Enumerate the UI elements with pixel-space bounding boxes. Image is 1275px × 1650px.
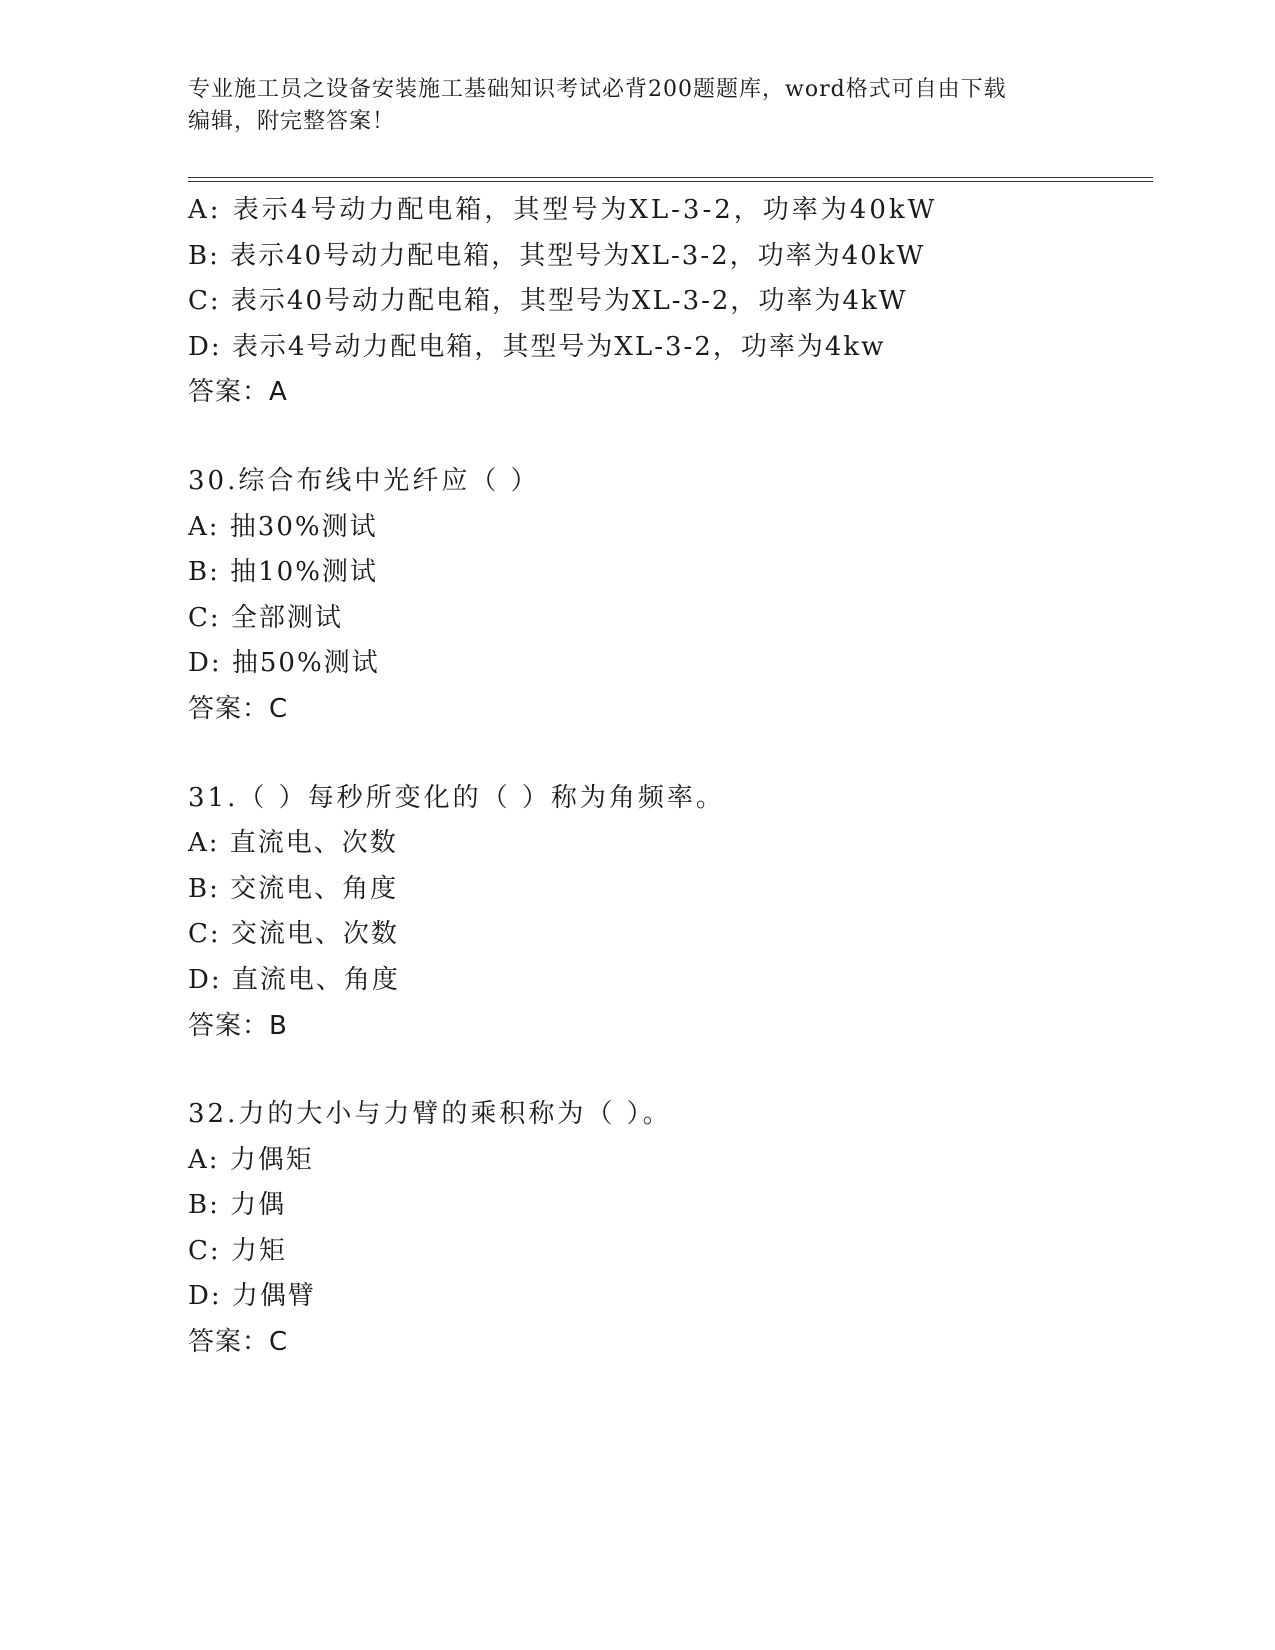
option-d: D: 力偶臂 <box>188 1281 316 1312</box>
header-rule-top <box>188 177 1153 178</box>
option-c: C: 表示40号动力配电箱，其型号为XL-3-2，功率为4kW <box>188 286 908 317</box>
option-d: D: 抽50%测试 <box>188 648 380 679</box>
option-c: C: 力矩 <box>188 1235 287 1266</box>
option-a: A: 直流电、次数 <box>188 828 398 859</box>
question-30 <box>188 459 1153 733</box>
question-stem: 32.力的大小与力臂的乘积称为（ ）。 <box>188 1099 672 1130</box>
option-b: B: 交流电、角度 <box>188 873 399 904</box>
question-32 <box>188 1092 1153 1366</box>
option-d: D: 直流电、角度 <box>188 964 400 995</box>
option-a: A: 表示4号动力配电箱，其型号为XL-3-2，功率为40kW <box>188 195 938 225</box>
answer-line: 答案：A <box>188 377 288 408</box>
question-29-continued <box>188 188 1153 416</box>
document-header <box>188 74 1088 138</box>
answer-line: 答案：C <box>188 1327 289 1358</box>
question-stem: 30.综合布线中光纤应（ ） <box>188 465 540 496</box>
option-b: B: 力偶 <box>188 1190 287 1221</box>
header-title-line2: 编辑，附完整答案！ <box>188 109 396 134</box>
answer-line: 答案：C <box>188 693 289 724</box>
option-b: B: 抽10%测试 <box>188 557 378 588</box>
option-b: B: 表示40号动力配电箱，其型号为XL-3-2，功率为40kW <box>188 240 926 271</box>
header-rule-bottom <box>188 181 1153 182</box>
answer-line: 答案：B <box>188 1010 288 1041</box>
header-title-line1: 专业施工员之设备安装施工基础知识考试必背200题题库，word格式可自由下载 <box>188 77 1007 102</box>
document-body <box>188 188 1153 1366</box>
option-a: A: 力偶矩 <box>188 1144 314 1175</box>
question-31 <box>188 776 1153 1050</box>
option-d: D: 表示4号动力配电箱，其型号为XL-3-2，功率为4kw <box>188 331 886 362</box>
option-c: C: 交流电、次数 <box>188 919 399 950</box>
option-c: C: 全部测试 <box>188 602 343 633</box>
option-a: A: 抽30%测试 <box>188 511 378 542</box>
question-stem: 31.（ ）每秒所变化的（ ）称为角频率。 <box>188 782 725 813</box>
